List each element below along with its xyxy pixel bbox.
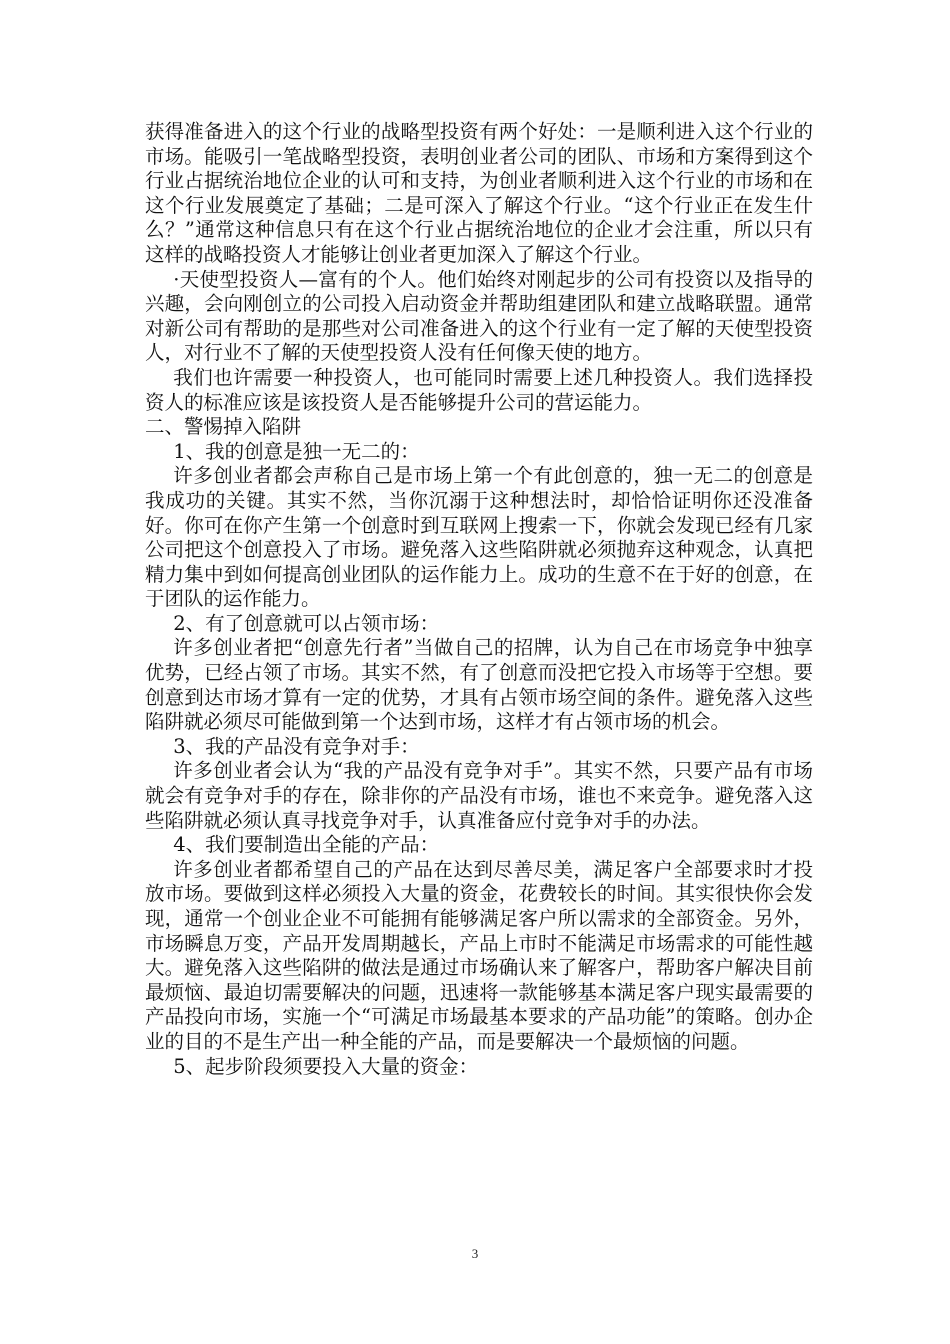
trap-heading-3: 3、我的产品没有竞争对手： xyxy=(173,734,420,758)
document-body xyxy=(145,120,813,1079)
page-number: 3 xyxy=(471,1246,479,1261)
paragraph-investor-selection: 我们也许需要一种投资人，也可能同时需要上述几种投资人。我们选择投资人的标准应该是该投资人是否能够提升公司的营运能力。 xyxy=(145,365,813,414)
trap-heading-1: 1、我的创意是独一无二的： xyxy=(173,439,420,463)
paragraph-angel-investor: ·天使型投资人—富有的个人。他们始终对刚起步的公司有投资以及指导的兴趣，会向刚创立的公司投入启动资金并帮助组建团队和建立战略联盟。通常对新公司有帮助的是那些对公司准备进入的这个行业有一定了解的天使型投资人，对行业不了解的天使型投资人没有任何像天使的地方。 xyxy=(145,267,813,365)
trap-heading-5: 5、起步阶段须要投入大量的资金： xyxy=(173,1054,479,1078)
paragraph-strategic-investment-benefits: 获得准备进入的这个行业的战略型投资有两个好处：一是顺利进入这个行业的市场。能吸引一笔战略型投资，表明创业者公司的团队、市场和方案得到这个行业占据统治地位企业的认可和支持，为创业者顺利进入这个行业的市场和在这个行业发展奠定了基础；二是可深入了解这个行业。“这个行业正在发生什么？”通常这种信息只有在这个行业占据统治地位的企业才会注重，所以只有这样的战略投资人才能够让创业者更加深入了解这个行业。 xyxy=(145,120,813,266)
trap-body-1: 许多创业者都会声称自己是市场上第一个有此创意的，独一无二的创意是我成功的关键。其实不然，当你沉溺于这种想法时，却恰恰证明你还没准备好。你可在你产生第一个创意时到互联网上搜索一下，你就会发现已经有几家公司把这个创意投入了市场。避免落入这些陷阱就必须抛弃这种观念，认真把精力集中到如何提高创业团队的运作能力上。成功的生意不在于好的创意，在于团队的运作能力。 xyxy=(145,464,813,611)
trap-body-2: 许多创业者把“创意先行者”当做自己的招牌，认为自己在市场竞争中独享优势，已经占领了市场。其实不然，有了创意而没把它投入市场等于空想。要创意到达市场才算有一定的优势，才具有占领市场空间的条件。避免落入这些陷阱就必须尽可能做到第一个达到市场，这样才有占领市场的机会。 xyxy=(145,636,813,734)
section-heading-traps: 二、警惕掉入陷阱 xyxy=(145,415,302,439)
trap-heading-4: 4、我们要制造出全能的产品： xyxy=(173,833,440,857)
trap-heading-2: 2、有了创意就可以占领市场： xyxy=(173,611,440,635)
trap-body-4: 许多创业者都希望自己的产品在达到尽善尽美，满足客户全部要求时才投放市场。要做到这样必须投入大量的资金，花费较长的时间。其实很快你会发现，通常一个创业企业不可能拥有能够满足客户所以需求的全部资金。另外，市场瞬息万变，产品开发周期越长，产品上市时不能满足市场需求的可能性越大。避免落入这些陷阱的做法是通过市场确认来了解客户，帮助客户解决目前最烦恼、最迫切需要解决的问题，迅速将一款能够基本满足客户现实最需要的产品投向市场，实施一个“可满足市场最基本要求的产品功能”的策略。创办企业的目的不是生产出一种全能的产品，而是要解决一个最烦恼的问题。 xyxy=(145,857,813,1053)
trap-body-3: 许多创业者会认为“我的产品没有竞争对手”。其实不然，只要产品有市场就会有竞争对手的存在，除非你的产品没有市场，谁也不来竞争。避免落入这些陷阱就必须认真寻找竞争对手，认真准备应付竞争对手的办法。 xyxy=(145,759,813,832)
